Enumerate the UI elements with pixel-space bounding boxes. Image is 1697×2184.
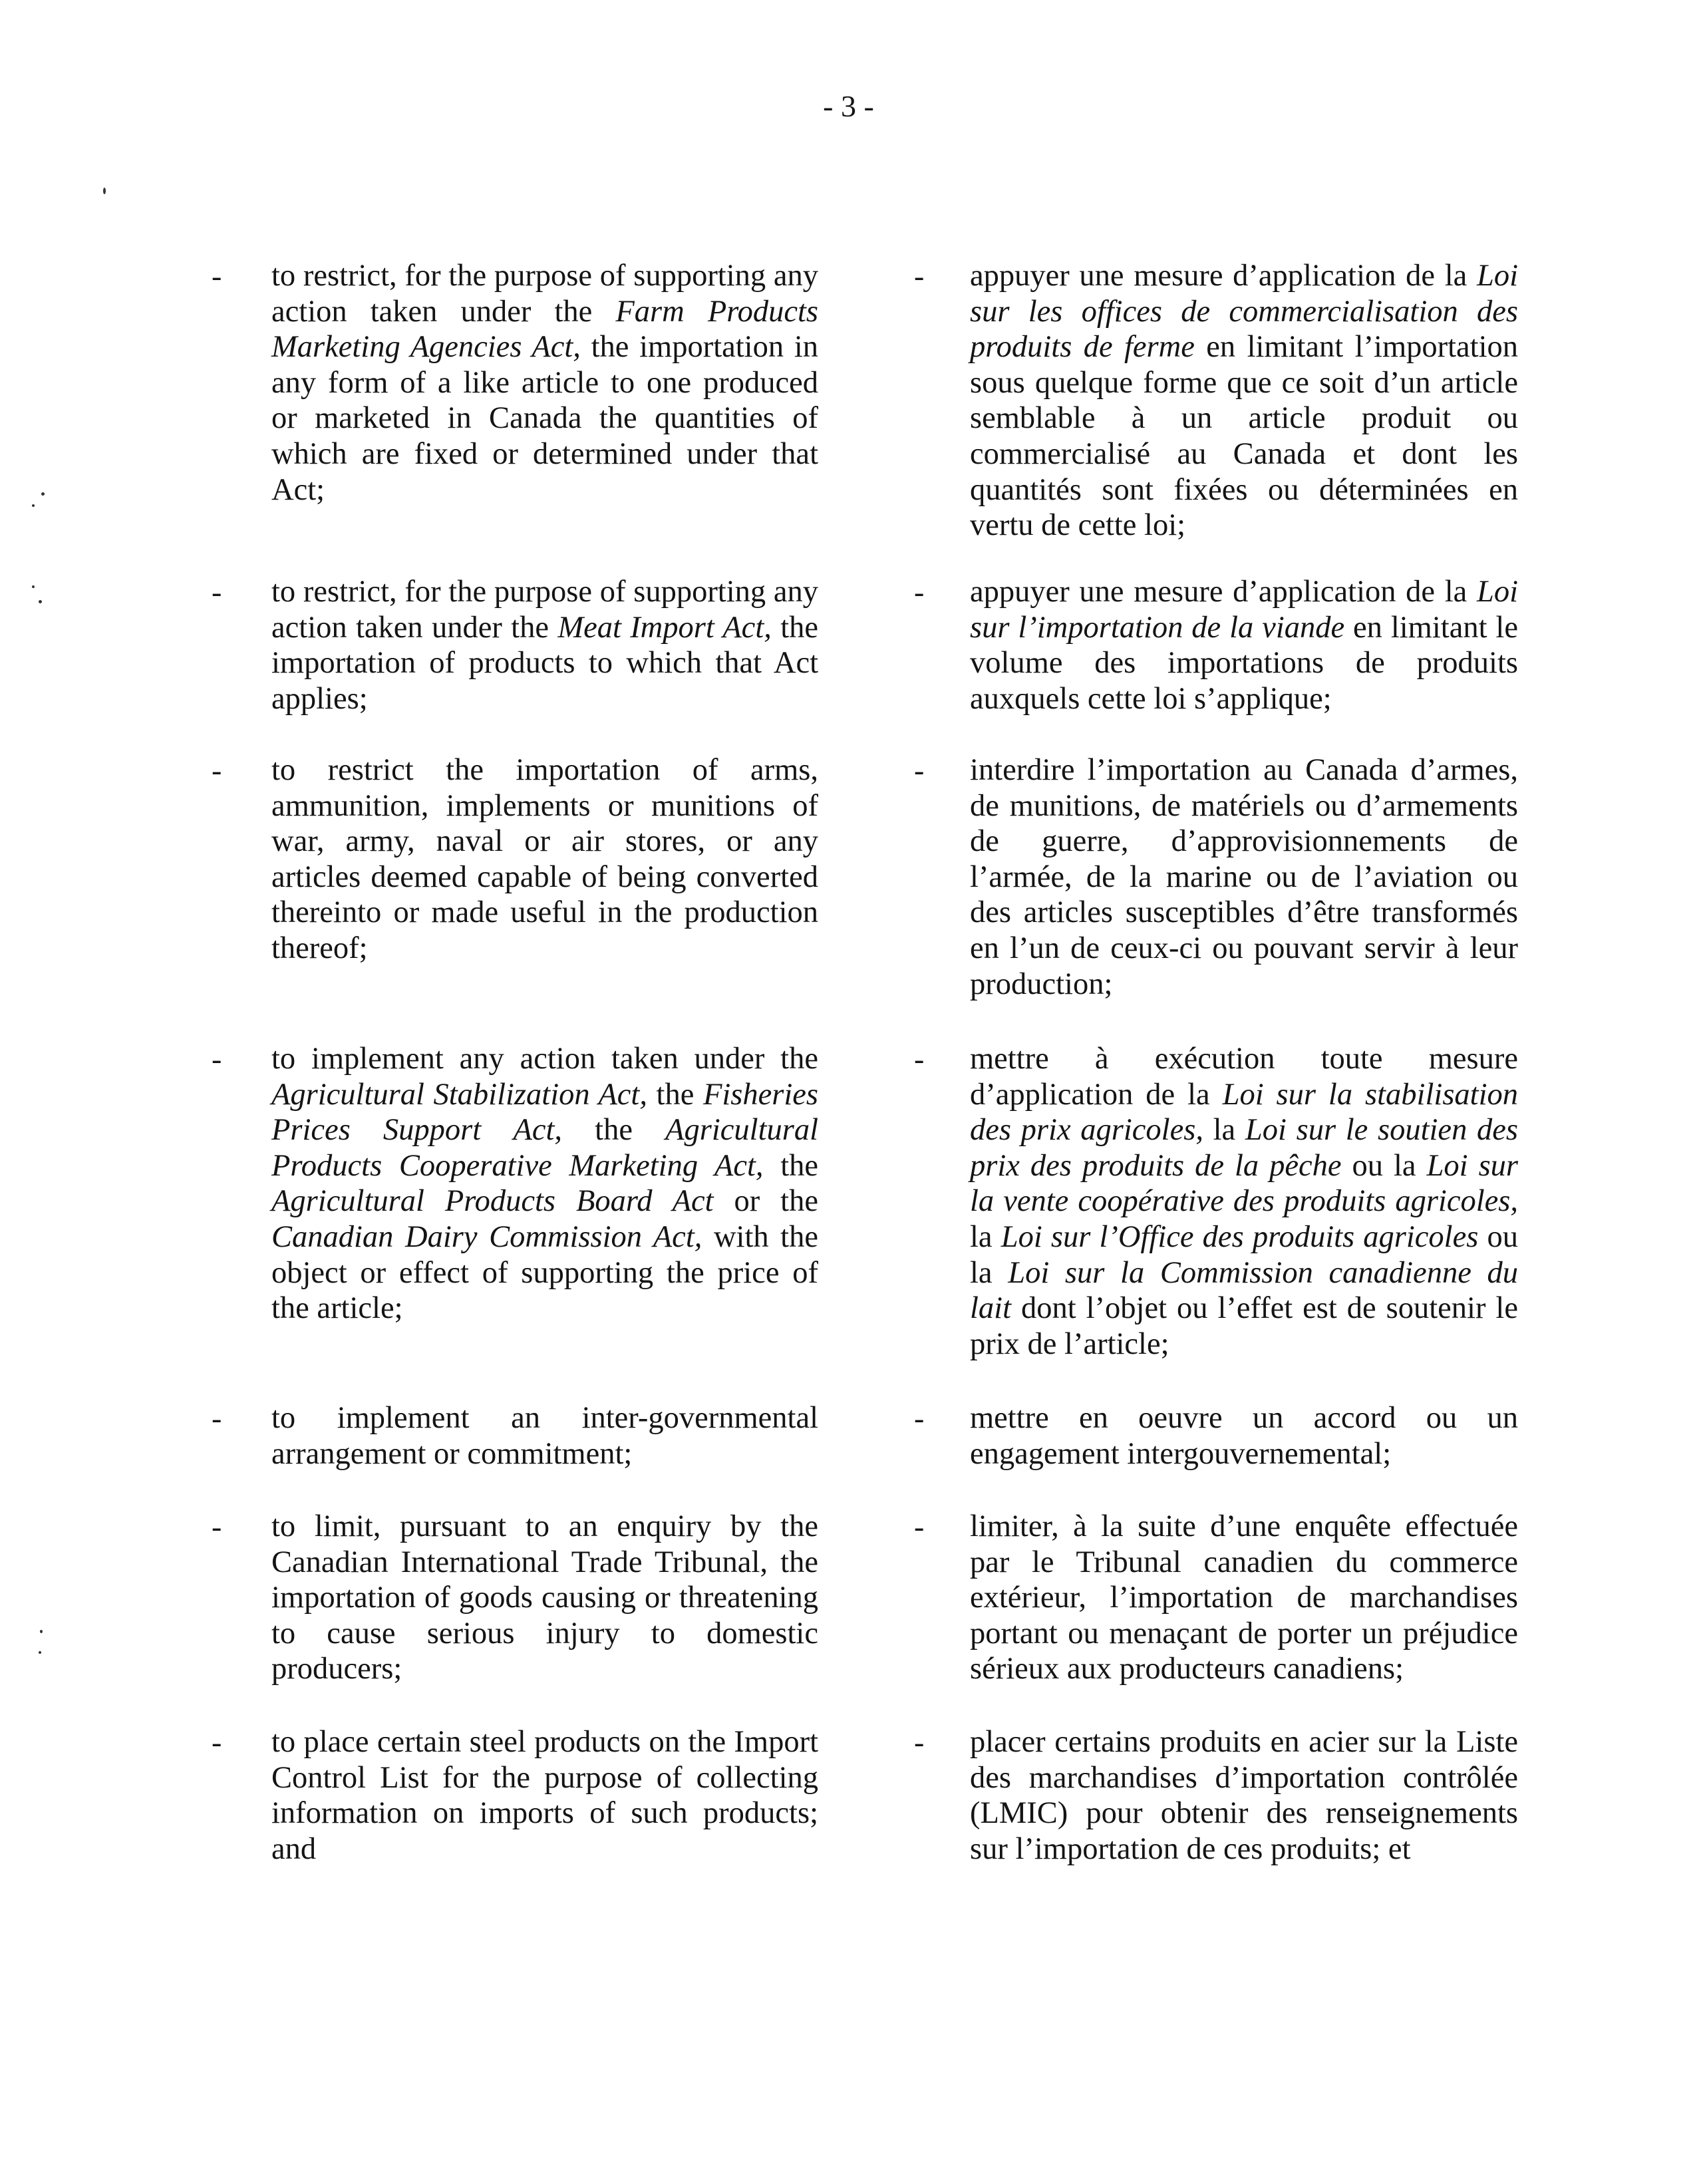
italic-act-title: Loi sur la vente coopérative des produits agricoles, xyxy=(970,1148,1519,1219)
bullet-dash: - xyxy=(914,1042,925,1076)
scan-speck xyxy=(32,585,35,588)
text-run: ou la xyxy=(970,1219,1518,1290)
text-run: placer certains produits en acier sur la Liste des marchandises d’importation contrôlée (LMIC) pour obtenir des renseignements sur l’importation de ces produits; et xyxy=(970,1725,1518,1866)
text-run: to implement an inter-governmental arrangement or commitment; xyxy=(271,1401,818,1471)
scan-speck xyxy=(39,600,42,603)
bullet-dash: - xyxy=(914,1725,925,1759)
italic-act-title: Loi sur la Commission canadienne du lait xyxy=(970,1255,1519,1326)
text-run: dont l’objet ou l’effet est de soutenir le prix de l’article; xyxy=(970,1291,1518,1361)
italic-act-title: Agricultural Products Cooperative Marketing Act, xyxy=(271,1113,819,1183)
italic-act-title: Meat Import Act, xyxy=(557,610,772,645)
item-french-text xyxy=(970,1509,1518,1687)
text-run: mettre à exécution toute mesure d’application de la xyxy=(970,1042,1518,1112)
item-english-text xyxy=(271,1509,818,1687)
page-number: - 3 - xyxy=(823,89,874,123)
text-run: la xyxy=(970,1219,1001,1254)
item-english-text xyxy=(271,1400,818,1472)
bullet-dash: - xyxy=(212,1401,222,1435)
bullet-dash: - xyxy=(212,1042,222,1076)
scan-speck xyxy=(41,492,45,496)
italic-act-title: Fisheries Prices Support Act, xyxy=(271,1077,818,1148)
bullet-dash: - xyxy=(212,1725,222,1759)
text-run: la xyxy=(1203,1113,1245,1148)
bullet-dash: - xyxy=(914,753,925,787)
italic-act-title: Loi sur l’Office des produits agricoles xyxy=(1001,1219,1479,1254)
text-run: to implement any action taken under the xyxy=(271,1042,818,1076)
italic-act-title: Loi sur la stabilisation des prix agricoles, xyxy=(970,1077,1518,1148)
italic-act-title: Canadian Dairy Commission Act, xyxy=(271,1219,702,1254)
text-run: en limitant le volume des importations de produits auxquels cette loi s’applique; xyxy=(970,610,1518,716)
bullet-dash: - xyxy=(212,259,222,293)
text-run: appuyer une mesure d’application de la xyxy=(970,259,1477,293)
scan-speck xyxy=(39,1651,41,1654)
text-run: with the object or effect of supporting the price of the article; xyxy=(271,1219,818,1326)
text-run: mettre en oeuvre un accord ou un engagement intergouvernemental; xyxy=(970,1401,1518,1471)
item-french-text xyxy=(970,1400,1518,1472)
text-run: to restrict, for the purpose of supporting any action taken under the xyxy=(271,259,818,329)
text-run: limiter, à la suite d’une enquête effectuée par le Tribunal canadien du commerce extérieur, l’importation de marchandises portant ou menaçant de porter un préjudice sérieux aux producteurs canadiens; xyxy=(970,1509,1518,1686)
text-run: or the xyxy=(713,1184,818,1219)
text-run: to place certain steel products on the Import Control List for the purpose of collecting information on imports of such products; and xyxy=(271,1725,818,1866)
item-english-text xyxy=(271,752,818,967)
italic-act-title: Loi sur les offices de commercialisation des produits de ferme xyxy=(970,259,1518,365)
scan-speck xyxy=(40,1630,43,1633)
item-french-text xyxy=(970,752,1518,1002)
item-french-text xyxy=(970,1041,1518,1362)
item-english-text xyxy=(271,1724,818,1867)
text-run: to restrict, for the purpose of supporting any action taken under the xyxy=(271,575,818,645)
text-run: to restrict the importation of arms, ammunition, implements or munitions of war, army, naval or air stores, or any articles deemed capable of being converted thereinto or made useful in the production thereof; xyxy=(271,753,818,965)
italic-act-title: Loi sur le soutien des prix des produits de la pêche xyxy=(970,1113,1518,1183)
item-english-text xyxy=(271,1041,818,1326)
item-french-text xyxy=(970,574,1518,716)
text-run: the xyxy=(763,1148,818,1183)
text-run: en limitant l’importation sous quelque forme que ce soit d’un article semblable à un article produit ou commercialisé au Canada et dont les quantités sont fixées ou déterminées en vertu de cette loi; xyxy=(970,330,1518,543)
bullet-dash: - xyxy=(914,575,925,609)
item-english-text xyxy=(271,574,818,716)
italic-act-title: Agricultural Stabilization Act, xyxy=(271,1077,647,1112)
text-run: the importation of products to which that Act applies; xyxy=(271,610,819,716)
text-run: the importation in any form of a like article to one produced or marketed in Canada the quantities of which are fixed or determined under that Act; xyxy=(271,330,818,507)
italic-act-title: Agricultural Products Board Act xyxy=(271,1184,714,1219)
text-run: the xyxy=(562,1113,666,1148)
bullet-dash: - xyxy=(914,1509,925,1543)
text-run: to limit, pursuant to an enquiry by the Canadian International Trade Tribunal, the importation of goods causing or threatening to cause serious injury to domestic producers; xyxy=(271,1509,818,1686)
bullet-dash: - xyxy=(212,1509,222,1543)
bullet-dash: - xyxy=(914,259,925,293)
italic-act-title: Farm Products Marketing Agencies Act, xyxy=(271,294,818,365)
bullet-dash: - xyxy=(212,575,222,609)
text-run: ou la xyxy=(1341,1148,1427,1183)
item-french-text xyxy=(970,258,1518,544)
bullet-dash: - xyxy=(212,753,222,787)
text-run: interdire l’importation au Canada d’armes, de munitions, de matériels ou d’armements de guerre, d’approvisionnements de l’armée, de la marine ou de l’aviation ou des articles susceptibles d’être transformés en l’un de ceux-ci ou pouvant servir à leur production; xyxy=(970,753,1518,1001)
bullet-dash: - xyxy=(914,1401,925,1435)
item-english-text xyxy=(271,258,818,508)
scan-speck xyxy=(103,188,106,194)
italic-act-title: Loi sur l’importation de la viande xyxy=(970,575,1518,645)
scan-speck xyxy=(32,504,35,507)
text-run: the xyxy=(647,1077,703,1112)
item-french-text xyxy=(970,1724,1518,1867)
text-run: appuyer une mesure d’application de la xyxy=(970,575,1477,609)
